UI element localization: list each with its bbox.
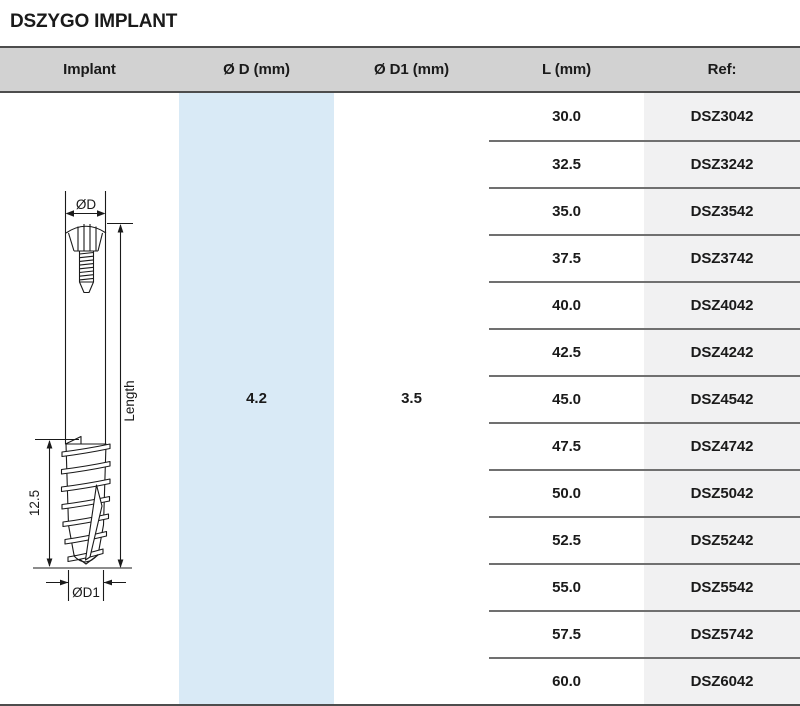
l-cell: 47.5: [489, 422, 644, 469]
dim-label-d1: ØD1: [72, 585, 100, 600]
l-cell: 60.0: [489, 657, 644, 704]
implant-diagram-cell: [0, 93, 179, 704]
ref-cell: DSZ3542: [644, 187, 800, 234]
l-cell: 40.0: [489, 281, 644, 328]
l-cell: 32.5: [489, 140, 644, 187]
header-cell-implant: Implant: [63, 61, 116, 78]
ref-cell: DSZ5242: [644, 516, 800, 563]
l-cell: 57.5: [489, 610, 644, 657]
dim-label-d: ØD: [75, 197, 97, 212]
implant-spec-table: [0, 46, 800, 706]
dim-label-length: Length: [122, 380, 137, 422]
ref-cell: DSZ5542: [644, 563, 800, 610]
l-cell: 37.5: [489, 234, 644, 281]
header-cell-l: L (mm): [541, 61, 592, 78]
ref-cell: DSZ4042: [644, 281, 800, 328]
header-cell-ref: Ref:: [707, 61, 737, 78]
ref-cell: DSZ3742: [644, 234, 800, 281]
page-title: DSZYGO IMPLANT: [10, 11, 178, 32]
l-cell: 55.0: [489, 563, 644, 610]
d1-value-cell: 3.5: [334, 93, 489, 704]
table-body: [0, 93, 800, 704]
d-value-cell: 4.2: [179, 93, 334, 704]
ref-cell: DSZ4742: [644, 422, 800, 469]
header-cell-d1: Ø D1 (mm): [374, 61, 449, 78]
l-cell: 45.0: [489, 375, 644, 422]
l-cell: 35.0: [489, 187, 644, 234]
ref-cell: DSZ4242: [644, 328, 800, 375]
ref-cell: DSZ5042: [644, 469, 800, 516]
table-header-row: [0, 48, 800, 93]
ref-cell: DSZ5742: [644, 610, 800, 657]
ref-cell: DSZ4542: [644, 375, 800, 422]
l-cell: 30.0: [552, 108, 581, 125]
implant-diagram: [0, 93, 179, 704]
l-cell: 42.5: [489, 328, 644, 375]
l-cell: 52.5: [489, 516, 644, 563]
ref-cell: DSZ6042: [644, 657, 800, 704]
ref-cell: DSZ3042: [644, 93, 800, 140]
header-cell-d: Ø D (mm): [223, 61, 290, 78]
dim-label-thread-length: 12.5: [27, 489, 42, 517]
ref-cell: DSZ3242: [644, 140, 800, 187]
l-cell: 50.0: [489, 469, 644, 516]
